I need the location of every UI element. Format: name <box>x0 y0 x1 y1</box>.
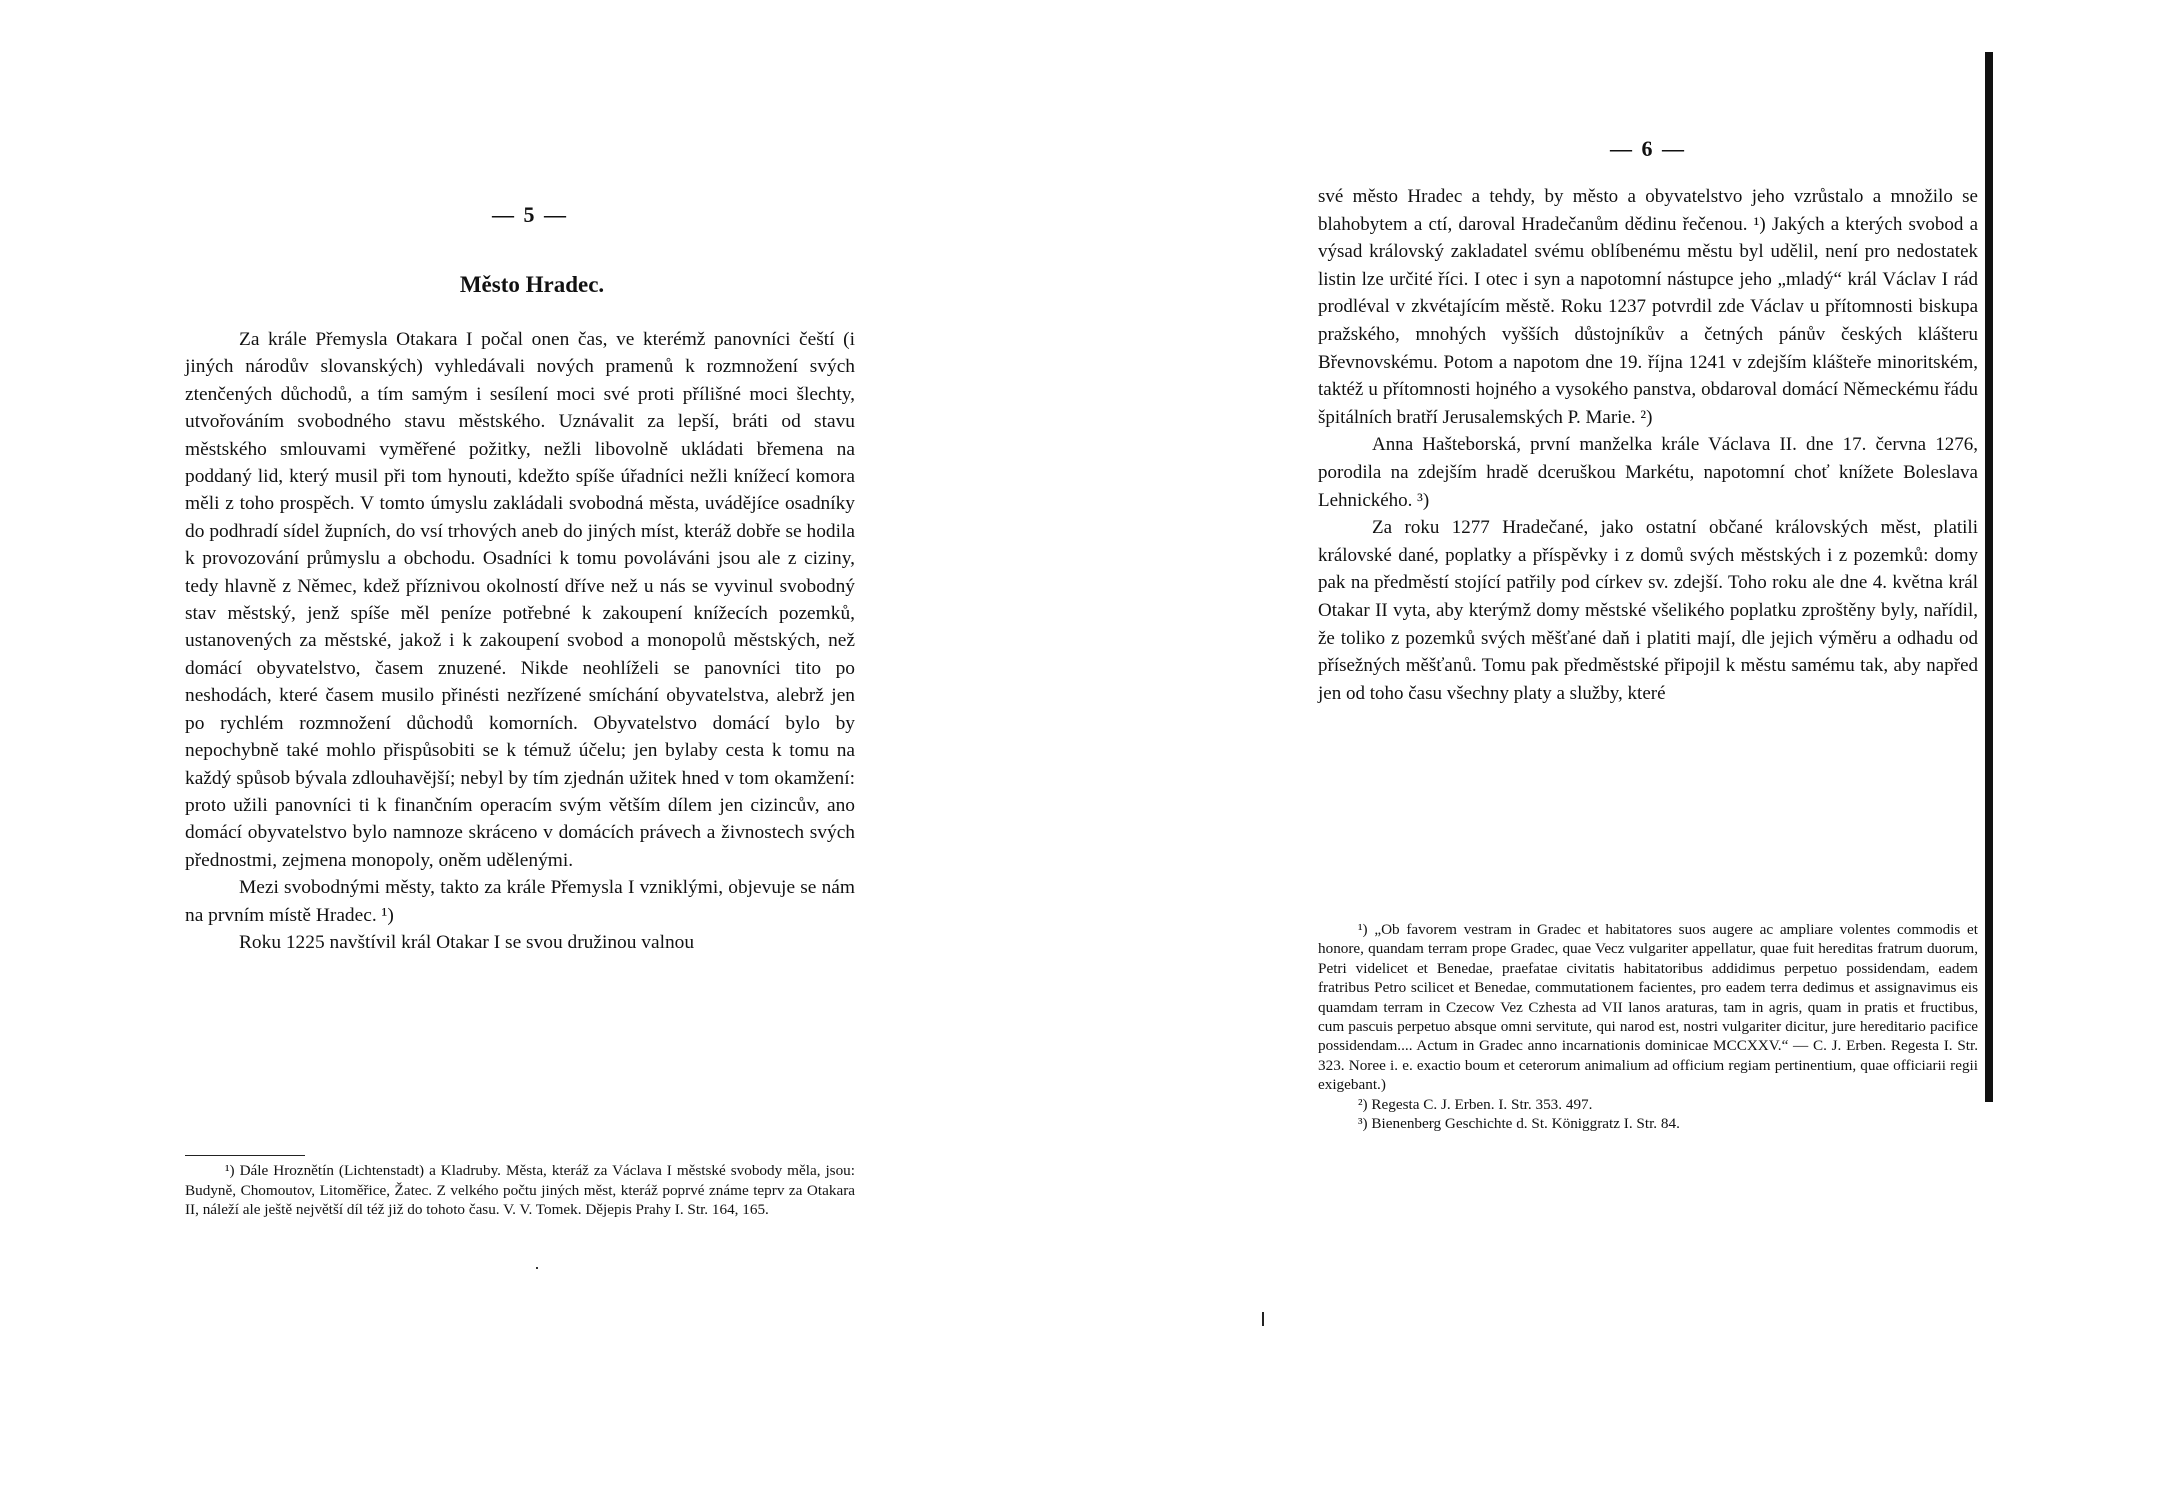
paragraph: Za krále Přemysla Otakara I počal onen čas, ve kterémž panovníci čeští (i jiných národův slovanských) vyhledávali nových pramenů k rozmnožení svých ztenčených důchodů, a tím samým i sesílení moci své proti přílišné moci šlechty, utvořováním svobodného stavu městského. Uznávalit za lepší, bráti od stavu městského smlouvami vyměřené požitky, nežli libovolně ukládati břemena na poddaný lid, který musil při tom hynouti, kdežto spíše úřadníci nežli knížecí komora měli z toho prospěch. V tomto úmyslu zakládali svobodná města, uvádějíce osadníky do podhradí sídel župních, do vsí trhových aneb do jiných míst, kteráž dobře se hodila k provozování průmyslu a obchodu. Osadníci k tomu povoláváni jsou ale z ciziny, tedy hlavně z Němec, kdež příznivou okolností dříve než u nás se vyvinul svobodný stav městský, jenž spíše měl peníze potřebné k zakoupení knížecích pozemků, ustanovených za městské, jakož i k zakoupení svobod a monopolů městských, než domácí obyvatelstvo, časem znuzené. Nikde neohlíželi se panovníci tito po neshodách, které časem musilo přinésti nezřízené smíchání obyvatelstva, alebrž jen po rychlém rozmnožení důchodů komorních. Obyvatelstvo domácí bylo by nepochybně také mohlo přispůsobiti se k témuž účelu; jen bylaby cesta k tomu na každý spůsob bývala zdlouhavější; nebyl by tím zjednán užitek hned v tom okamžení: proto užili panovníci ti k finančním operacím svým větším dílem jen cizincův, ano domácí obyvatelstvo bylo namnoze skráceno v domácích právech a živnostech svých přednostmi, zejmena monopoly, oněm udělenými. <box>185 329 855 871</box>
paragraph: Anna Hašteborská, první manželka krále Václava II. dne 17. června 1276, porodila na zdejším hradě dceruškou Markétu, napotomní choť knížete Boleslava Lehnického. ³) <box>1318 434 1978 511</box>
footnotes <box>185 1161 855 1220</box>
footnote: ¹) „Ob favorem vestram in Gradec et habitatores suos augere ac ampliare volentes commodis et honore, quandam terram prope Gradec, quae Vecz vulgariter appellatur, quae fuit hereditas fratrum duorum, Petri videlicet et Benedae, praefatae civitatis habitatoribus addidimus perpetuo possidendam, eadem fratribus Petro scilicet et Benedae, commutationem facientes, pro eadem terra dedimus et assignavimus eis quamdam terram in Czecow Vez Czhesta ad VII lanos araturas, tam in agris, quam in pratis et fructibus, cum pascuis perpetuo absque omni servitute, qui narod est, nostri vulgariter dicitur, jure hereditario pacifice possidendam.... Actum in Gradec anno incarnationis dominicae MCCXXV.“ — C. J. Erben. Regesta I. Str. 323. Noree i. e. exactio boum et ceterorum animalium ad officium regiam pertinentium, quae officiarii regii exigebant.) <box>1318 921 1978 1094</box>
scan-mark <box>536 1267 538 1269</box>
page-number: — 6 — <box>1610 136 1686 161</box>
page-number: — 5 — <box>492 202 568 227</box>
footnotes <box>1318 920 1978 1133</box>
scan-mark <box>1262 1312 1264 1326</box>
paragraph: Roku 1225 navštívil král Otakar I se svou družinou valnou <box>239 931 695 953</box>
paragraph: Za roku 1277 Hradečané, jako ostatní občané královských měst, platili královské dané, poplatky a příspěvky i z domů svých městských i z pozemků: domy pak na předměstí stojící patřily pod církev sv. zdejší. Toho roku ale dne 4. května král Otakar II vyta, aby kterýmž domy městské všelikého poplatku zproštěny byly, nařídil, že toliko z pozemků svých měšťané daň i platiti mají, dle jejich výměru a odhadu od přísežných měšťanů. Tomu pak předměstské připojil k městu samému tak, aby napřed jen od toho času všechny platy a služby, které <box>1318 517 1978 704</box>
body-text <box>185 326 855 956</box>
footnote: ¹) Dále Hroznětín (Lichtenstadt) a Kladruby. Města, kteráž za Václava I městské svobody měla, jsou: Budyně, Chomoutov, Litoměřice, Žatec. Z velkého počtu jiných měst, kteráž poprvé známe teprv za Otakara II, náleží ale ještě největší díl též již do tohoto času. V. V. Tomek. Dějepis Prahy I. Str. 164, 165. <box>185 1162 855 1219</box>
footnote: ²) Regesta C. J. Erben. I. Str. 353. 497. <box>1358 1095 1593 1113</box>
scan-edge-shadow <box>1985 52 1993 1102</box>
page-title: Město Hradec. <box>459 272 605 297</box>
footnote-divider <box>185 1155 305 1156</box>
paragraph: Mezi svobodnými městy, takto za krále Přemysla I vzniklými, objevuje se nám na prvním místě Hradec. ¹) <box>185 877 855 926</box>
body-text <box>1318 183 1978 707</box>
footnote: ³) Bienenberg Geschichte d. St. Königgratz I. Str. 84. <box>1358 1115 1680 1133</box>
paragraph: své město Hradec a tehdy, by město a obyvatelstvo jeho vzrůstalo a množilo se blahobytem a ctí, daroval Hradečanům dědinu řečenou. ¹) Jakých a kterých svobod a výsad královský zakladatel svému oblíbenému městu byl udělil, není pro nedostatek listin lze určité říci. I otec i syn a napotomní nástupce jeho „mladý“ král Václav I rád prodléval v zkvétajícím městě. Roku 1237 potvrdil zde Václav u přítomnosti biskupa pražského, mnohých vyšších důstojníkův a četných pánův českých klášteru Břevnovskému. Potom a napotom dne 19. října 1241 v zdejším klášteře minoritském, taktéž u přítomnosti hojného a vysokého panstva, obdaroval domácí Německému řádu špitálních bratří Jerusalemských P. Marie. ²) <box>1318 186 1978 428</box>
